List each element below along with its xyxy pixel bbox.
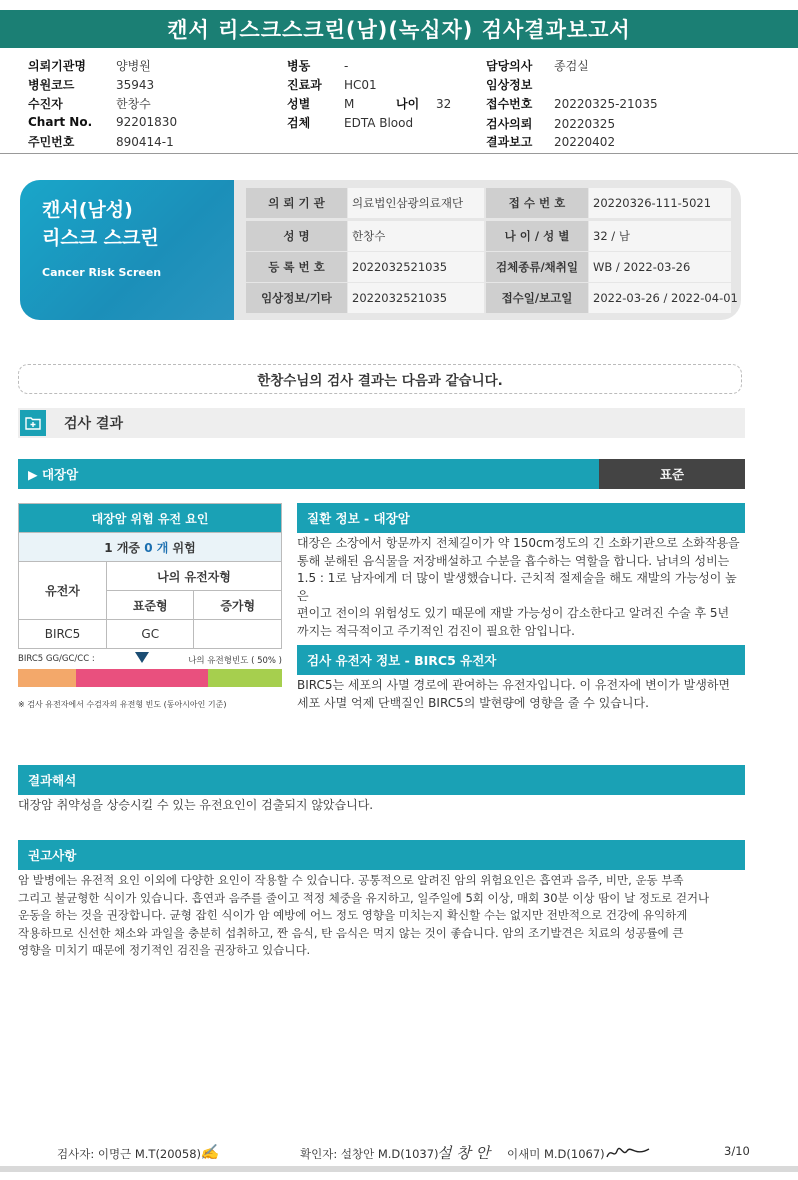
summary-text: 한창수님의 검사 결과는 다음과 같습니다. bbox=[257, 373, 503, 389]
summary-box bbox=[18, 364, 742, 394]
header-row bbox=[486, 76, 554, 93]
header-row bbox=[287, 95, 451, 112]
header-key: 성별 bbox=[287, 97, 311, 111]
risk-count bbox=[19, 533, 282, 562]
banner-value: 20220326-111-5021 bbox=[589, 188, 731, 218]
text-line: 운동을 하는 것을 권장합니다. 균형 잡힌 식이가 암 예방에 어느 정도 영향을 미치는지 확신할 수는 없지만 전반적으로 건강에 유익하게 bbox=[18, 908, 688, 922]
header-key: 임상정보 bbox=[486, 78, 533, 92]
text-line: 까지는 적극적이고 주기적인 검진이 필요한 암입니다. bbox=[297, 623, 575, 638]
banner-value: 한창수 bbox=[348, 221, 484, 251]
text-line: 통해 분해된 음식물을 저장배설하고 수분을 흡수하는 역할을 합니다. 남녀의 성비는 bbox=[297, 553, 730, 568]
text-line: 1.5 : 1로 남자에게 더 많이 발생했습니다. 근치적 절제술을 해도 재발의 가능성이 높은 bbox=[297, 571, 737, 603]
text-line: BIRC5는 세포의 사멸 경로에 관여하는 유전자입니다. 이 유전자에 변이가 발생하면 bbox=[297, 678, 731, 692]
banner-value: 2022032521035 bbox=[348, 252, 484, 282]
header-key: 나이 bbox=[396, 97, 420, 111]
frequency-marker-icon bbox=[135, 652, 149, 663]
report-title-bar bbox=[0, 10, 798, 48]
scale-note: ※ 검사 유전자에서 수검자의 유전형 빈도 (동아시아인 기준) bbox=[18, 700, 227, 709]
frequency-segment-mid bbox=[76, 669, 208, 687]
banner-value: 의료법인삼광의료재단 bbox=[348, 188, 484, 218]
header-key: 주민번호 bbox=[28, 135, 75, 149]
header-value: 32 bbox=[436, 97, 452, 111]
risk-count-number: 0 개 bbox=[144, 540, 169, 555]
header-row bbox=[486, 115, 615, 132]
increase-genotype bbox=[194, 620, 282, 649]
header-row bbox=[28, 133, 174, 150]
header-key: 진료과 bbox=[287, 78, 322, 92]
page-number: 3/10 bbox=[724, 1144, 750, 1158]
examiner-signature: ✍ bbox=[200, 1143, 219, 1161]
cancer-status-badge: 표준 bbox=[599, 459, 745, 489]
banner-value: 2022032521035 bbox=[348, 283, 484, 313]
header-value: 종검실 bbox=[554, 59, 589, 73]
table-title: 대장암 위험 유전 요인 bbox=[19, 504, 282, 533]
header-key: 접수번호 bbox=[486, 97, 533, 111]
header-row bbox=[287, 114, 413, 131]
header-value: 890414-1 bbox=[116, 135, 174, 149]
banner-title-1: 캔서(남성) bbox=[42, 199, 133, 221]
risk-count-post: 위험 bbox=[168, 540, 196, 555]
recommendation-text bbox=[18, 872, 745, 960]
banner-value: WB / 2022-03-26 bbox=[589, 252, 731, 282]
scale-right-label: 나의 유전형빈도 ( 50% ) bbox=[188, 656, 282, 666]
frequency-bar bbox=[18, 669, 282, 687]
cancer-name: ▶ 대장암 bbox=[18, 459, 599, 489]
header-key: 검사의뢰 bbox=[486, 117, 533, 131]
gene-name: BIRC5 bbox=[19, 620, 107, 649]
banner-brand bbox=[20, 180, 234, 320]
banner-title-2: 리스크 스크린 bbox=[42, 227, 159, 249]
text-line: 대장은 소장에서 항문까지 전체길이가 약 150cm정도의 긴 소화기관으로 소화작용을 bbox=[297, 536, 740, 550]
banner-key: 등 록 번 호 bbox=[246, 252, 347, 282]
gene-info-heading: 검사 유전자 정보 - BIRC5 유전자 bbox=[297, 645, 745, 675]
text-line: 그리고 불균형한 식이가 있습니다. 흡연과 음주를 줄이고 적정 체중을 유지하고, 일주일에 5회 이상, 매회 30분 이상 땀이 날 정도로 걷거나 bbox=[18, 890, 710, 905]
examiner-label: 검사자: 이명근 M.T(20058) bbox=[57, 1147, 201, 1161]
header-value: EDTA Blood bbox=[344, 116, 414, 130]
interpretation-text: 대장암 취약성을 상승시킬 수 있는 유전요인이 검출되지 않았습니다. bbox=[18, 798, 374, 812]
header-value: 20220402 bbox=[554, 135, 616, 149]
footer-divider bbox=[0, 1166, 798, 1172]
header-value: HC01 bbox=[344, 78, 377, 92]
report-title: 캔서 리스크스크린(남)(녹십자) 검사결과보고서 bbox=[167, 18, 631, 42]
result-section-title: 검사 결과 bbox=[64, 416, 123, 432]
header-value: M bbox=[344, 97, 355, 111]
header-value: 한창수 bbox=[116, 97, 151, 111]
banner-key: 나 이 / 성 별 bbox=[486, 221, 588, 251]
header-value: 92201830 bbox=[116, 115, 178, 129]
banner-row bbox=[246, 188, 731, 218]
header-value: 양병원 bbox=[116, 59, 151, 73]
text-line: 편이고 전이의 위험성도 있기 때문에 재발 가능성이 감소한다고 알려진 수술 후 5년 bbox=[297, 606, 730, 620]
signature-footer bbox=[0, 1138, 798, 1168]
header-row bbox=[28, 57, 151, 74]
header-key: 병원코드 bbox=[28, 78, 75, 92]
header-row bbox=[287, 76, 377, 93]
doctor2-label: 이새미 M.D(1067) bbox=[507, 1147, 605, 1161]
banner-subtitle: Cancer Risk Screen bbox=[42, 266, 162, 279]
result-section-header bbox=[18, 408, 745, 438]
banner-value: 32 / 남 bbox=[589, 221, 731, 251]
header-value: 35943 bbox=[116, 78, 155, 92]
banner-key: 접수일/보고일 bbox=[486, 283, 588, 313]
col-gene-header: 유전자 bbox=[19, 562, 107, 620]
gene-info-text bbox=[297, 677, 745, 712]
interpretation-heading: 결과해석 bbox=[18, 765, 745, 795]
confirmer-signature: 설 창 안 bbox=[437, 1144, 491, 1162]
text-line: 세포 사멸 억제 단백질인 BIRC5의 발현량에 영향을 줄 수 있습니다. bbox=[297, 695, 649, 710]
table-row bbox=[19, 504, 282, 533]
header-key: 검체 bbox=[287, 116, 311, 130]
header-value: 20220325-21035 bbox=[554, 97, 658, 111]
gene-risk-table bbox=[18, 503, 282, 649]
header-key: 수진자 bbox=[28, 97, 63, 111]
header-row bbox=[28, 115, 177, 129]
header-row bbox=[28, 95, 151, 112]
scale-left-label: BIRC5 GG/GC/CC : bbox=[18, 654, 95, 664]
disease-info-heading: 질환 정보 - 대장암 bbox=[297, 503, 745, 533]
header-key: 결과보고 bbox=[486, 135, 533, 149]
frequency-segment-high bbox=[208, 669, 282, 687]
table-row bbox=[19, 562, 282, 591]
banner-row bbox=[246, 252, 731, 282]
report-banner bbox=[20, 180, 741, 320]
col-increase-header: 증가형 bbox=[194, 591, 282, 620]
header-key: 담당의사 bbox=[486, 59, 533, 73]
banner-key: 임상정보/기타 bbox=[246, 283, 347, 313]
header-key: 병동 bbox=[287, 59, 311, 73]
banner-key: 접 수 번 호 bbox=[486, 188, 588, 218]
confirmer-label: 확인자: 설창안 M.D(1037) bbox=[300, 1147, 439, 1161]
header-key: 의뢰기관명 bbox=[28, 59, 86, 73]
standard-genotype: GC bbox=[107, 620, 194, 649]
banner-row bbox=[246, 283, 738, 313]
folder-plus-icon bbox=[20, 410, 46, 436]
header-key: Chart No. bbox=[28, 115, 93, 129]
text-line: 작용하므로 신선한 채소와 과일을 충분히 섭취하고, 짠 음식, 탄 음식은 먹지 않는 것이 좋습니다. 암의 조기발견은 치료의 성공률에 큰 bbox=[18, 925, 684, 940]
scale-labels bbox=[18, 652, 282, 666]
header-row bbox=[28, 76, 154, 93]
header-row bbox=[287, 57, 348, 74]
text-line: 암 발병에는 유전적 요인 이외에 다양한 요인이 작용할 수 있습니다. 공통적으로 알려진 암의 위험요인은 흡연과 음주, 비만, 운동 부족 bbox=[18, 873, 684, 887]
doctor2-signature bbox=[605, 1145, 651, 1161]
disease-info-text bbox=[297, 535, 745, 640]
genotype-frequency-scale bbox=[18, 652, 282, 710]
frequency-segment-low bbox=[18, 669, 76, 687]
cancer-result-bar bbox=[18, 459, 745, 489]
table-row bbox=[19, 533, 282, 562]
col-standard-header: 표준형 bbox=[107, 591, 194, 620]
text-line: 영향을 미치기 때문에 정기적인 검진을 권장하고 있습니다. bbox=[18, 943, 311, 957]
header-value: 20220325 bbox=[554, 117, 616, 131]
header-value: - bbox=[344, 59, 349, 73]
col-genotype-header: 나의 유전자형 bbox=[107, 562, 282, 591]
header-row bbox=[486, 57, 589, 74]
risk-count-pre: 1 개중 bbox=[104, 540, 145, 555]
banner-value: 2022-03-26 / 2022-04-01 bbox=[589, 283, 731, 313]
banner-key: 의 뢰 기 관 bbox=[246, 188, 347, 218]
header-row bbox=[486, 95, 658, 112]
banner-row bbox=[246, 221, 731, 251]
recommendation-heading: 권고사항 bbox=[18, 840, 745, 870]
patient-header bbox=[0, 54, 798, 154]
table-row bbox=[19, 620, 282, 649]
banner-key: 성 명 bbox=[246, 221, 347, 251]
header-row bbox=[486, 133, 615, 150]
banner-key: 검체종류/채취일 bbox=[486, 252, 588, 282]
